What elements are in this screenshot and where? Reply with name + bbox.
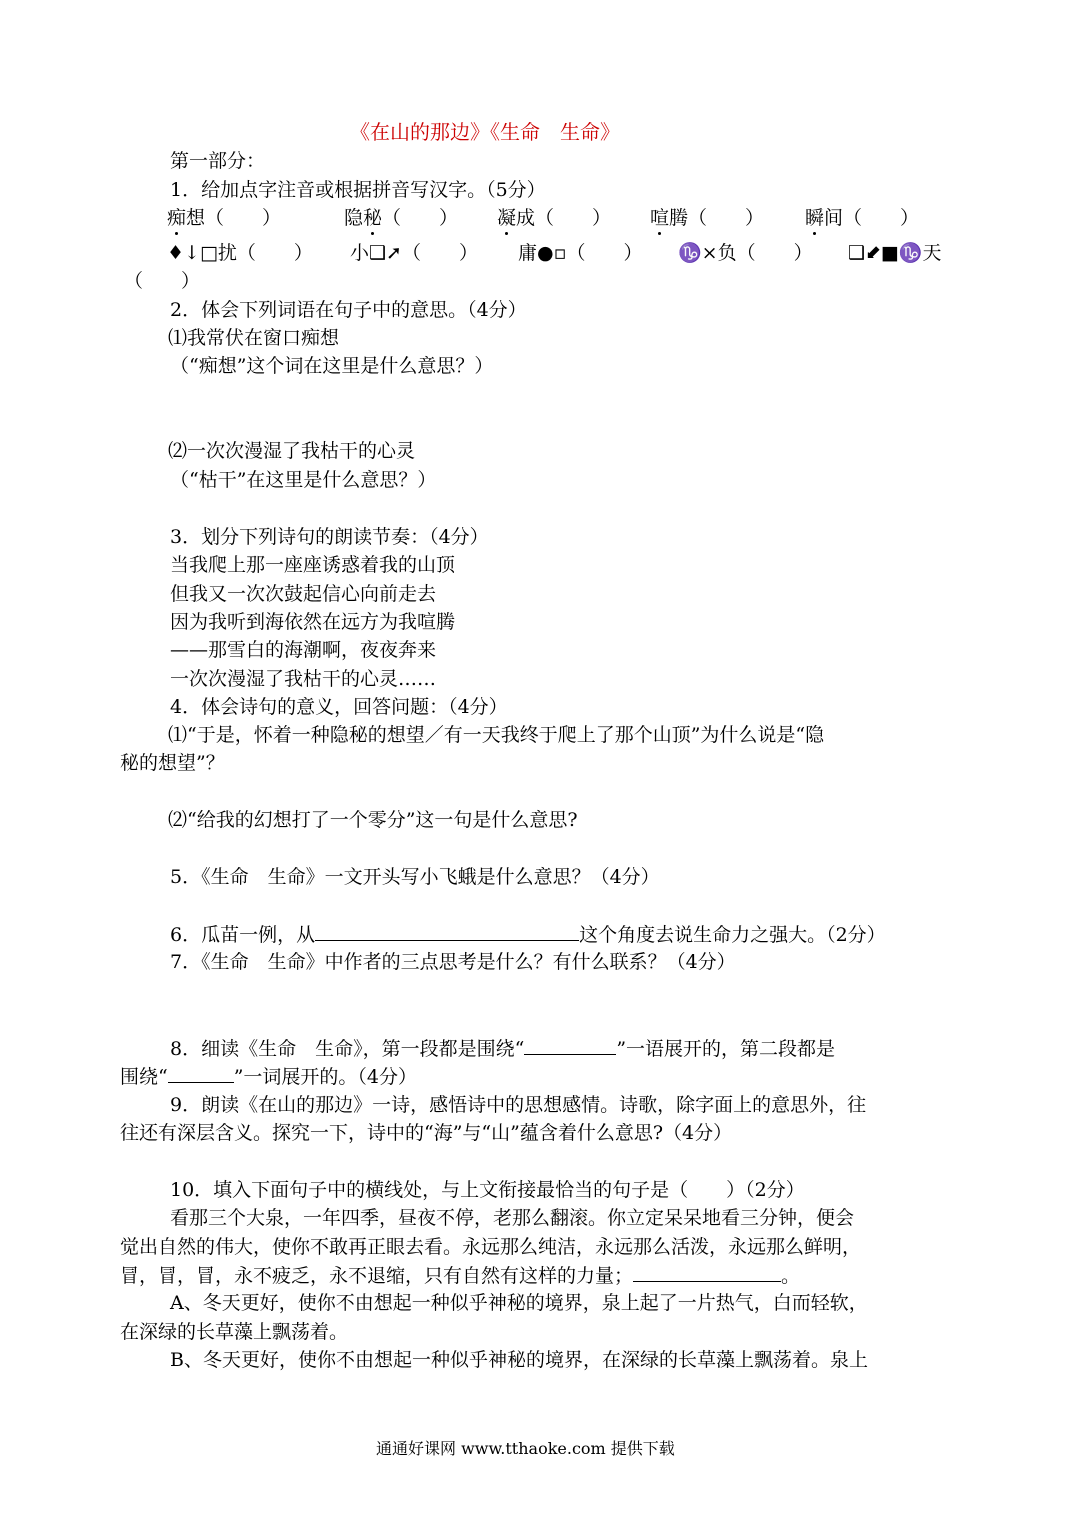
q10-passage-line: 看那三个大泉，一年四季，昼夜不停，老那么翻滚。你立定呆呆地看三分钟，便会 (170, 1207, 855, 1229)
q1-item: 凝成（ ） (497, 207, 612, 229)
q8-line1: 8．细读《生命 生命》，第一段都是围绕“ ”一语展开的，第二段都是 (170, 1038, 836, 1060)
q4-part2: ⑵“给我的幻想打了一个零分”这一句是什么意思? (168, 809, 578, 831)
q3-poem-line: 当我爬上那一座座诱惑着我的山顶 (170, 554, 456, 576)
q6-text: 6．瓜苗一例，从 这个角度去说生命力之强大。（2分） (170, 924, 886, 946)
q1-pinyin-item: 庸●▫（ ） (518, 242, 643, 264)
q10-passage-line: 冒，冒，冒，永不疲乏，永不退缩，只有自然有这样的力量； 。 (120, 1265, 801, 1287)
q3-poem-line: 一次次漫湿了我枯干的心灵…… (170, 668, 437, 690)
q10-passage-line: 觉出自然的伟大，使你不敢再正眼去看。永远那么纯洁，永远那么活泼，永远那么鲜明， (120, 1236, 862, 1258)
q10-option-a-line2: 在深绿的长草藻上飘荡着。 (120, 1321, 349, 1343)
q3-poem-line: ——那雪白的海潮啊，夜夜奔来 (170, 639, 437, 661)
q8-answer-blank-1[interactable] (524, 1036, 616, 1055)
q9-line2: 往还有深层含义。探究一下，诗中的“海”与“山”蕴含着什么意思?（4分） (120, 1122, 733, 1144)
q1-row2-tail: （ ） (124, 270, 201, 292)
q1-pinyin-item: ♦↓□扰（ ） (167, 242, 313, 264)
q2-sentence-2: ⑵一次次漫湿了我枯干的心灵 (168, 440, 416, 462)
q8-line2: 围绕“ ”一词展开的。（4分） (120, 1066, 418, 1088)
q1-pinyin-item: ❑⬋■♑天 (848, 242, 942, 264)
q10-text: 10．填入下面句子中的横线处，与上文衔接最恰当的句子是（ ）（2分） (170, 1179, 805, 1201)
q1-item: 瞬间（ ） (805, 207, 920, 229)
q3-poem-line: 因为我听到海依然在远方为我喧腾 (170, 611, 456, 633)
q9-line1: 9．朗读《在山的那边》一诗，感悟诗中的思想感情。诗歌，除字面上的意思外，往 (170, 1094, 867, 1116)
q4-text: 4．体会诗句的意义，回答问题：（4分） (170, 696, 508, 718)
q7-text: 7．《生命 生命》中作者的三点思考是什么？有什么联系？（4分） (170, 951, 736, 973)
q1-text: 1．给加点字注音或根据拼音写汉字。（5分） (170, 179, 546, 201)
q10-answer-blank[interactable] (633, 1263, 781, 1282)
q10-option-b-line1: B、冬天更好，使你不由想起一种似乎神秘的境界，在深绿的长草藻上飘荡着。泉上 (170, 1349, 868, 1371)
q8-answer-blank-2[interactable] (168, 1064, 234, 1083)
q1-pinyin-item: 小❑➚（ ） (350, 242, 478, 264)
q1-item: 喧腾（ ） (650, 207, 765, 229)
q2-question-2: （“枯干”在这里是什么意思？） (170, 469, 437, 491)
q3-poem-line: 但我又一次次鼓起信心向前走去 (170, 583, 437, 605)
q3-text: 3．划分下列诗句的朗读节奏：（4分） (170, 526, 489, 548)
q1-item: 痴想（ ） (167, 207, 282, 229)
q10-option-a-line1: A、冬天更好，使你不由想起一种似乎神秘的境界，泉上起了一片热气，白而轻软， (170, 1292, 868, 1314)
page-title: 《在山的那边》《生命 生命》 (350, 120, 620, 144)
q1-pinyin-item: ♑×负（ ） (678, 242, 813, 264)
q4-part1-line1: ⑴“于是，怀着一种隐秘的想望／有一天我终于爬上了那个山顶”为什么说是“隐 (168, 724, 825, 746)
q4-part1-line2: 秘的想望”？ (120, 752, 225, 774)
q1-item: 隐秘（ ） (344, 207, 459, 229)
page-footer: 通通好课网 www.tthaoke.com 提供下载 (376, 1439, 675, 1458)
q6-answer-blank[interactable] (315, 922, 579, 941)
q2-sentence-1: ⑴我常伏在窗口痴想 (168, 327, 340, 349)
section-heading: 第一部分： (170, 150, 266, 172)
q5-text: 5．《生命 生命》一文开头写小飞蛾是什么意思？（4分） (170, 866, 660, 888)
q2-question-1: （“痴想”这个词在这里是什么意思？） (170, 355, 494, 377)
q2-text: 2．体会下列词语在句子中的意思。（4分） (170, 299, 527, 321)
